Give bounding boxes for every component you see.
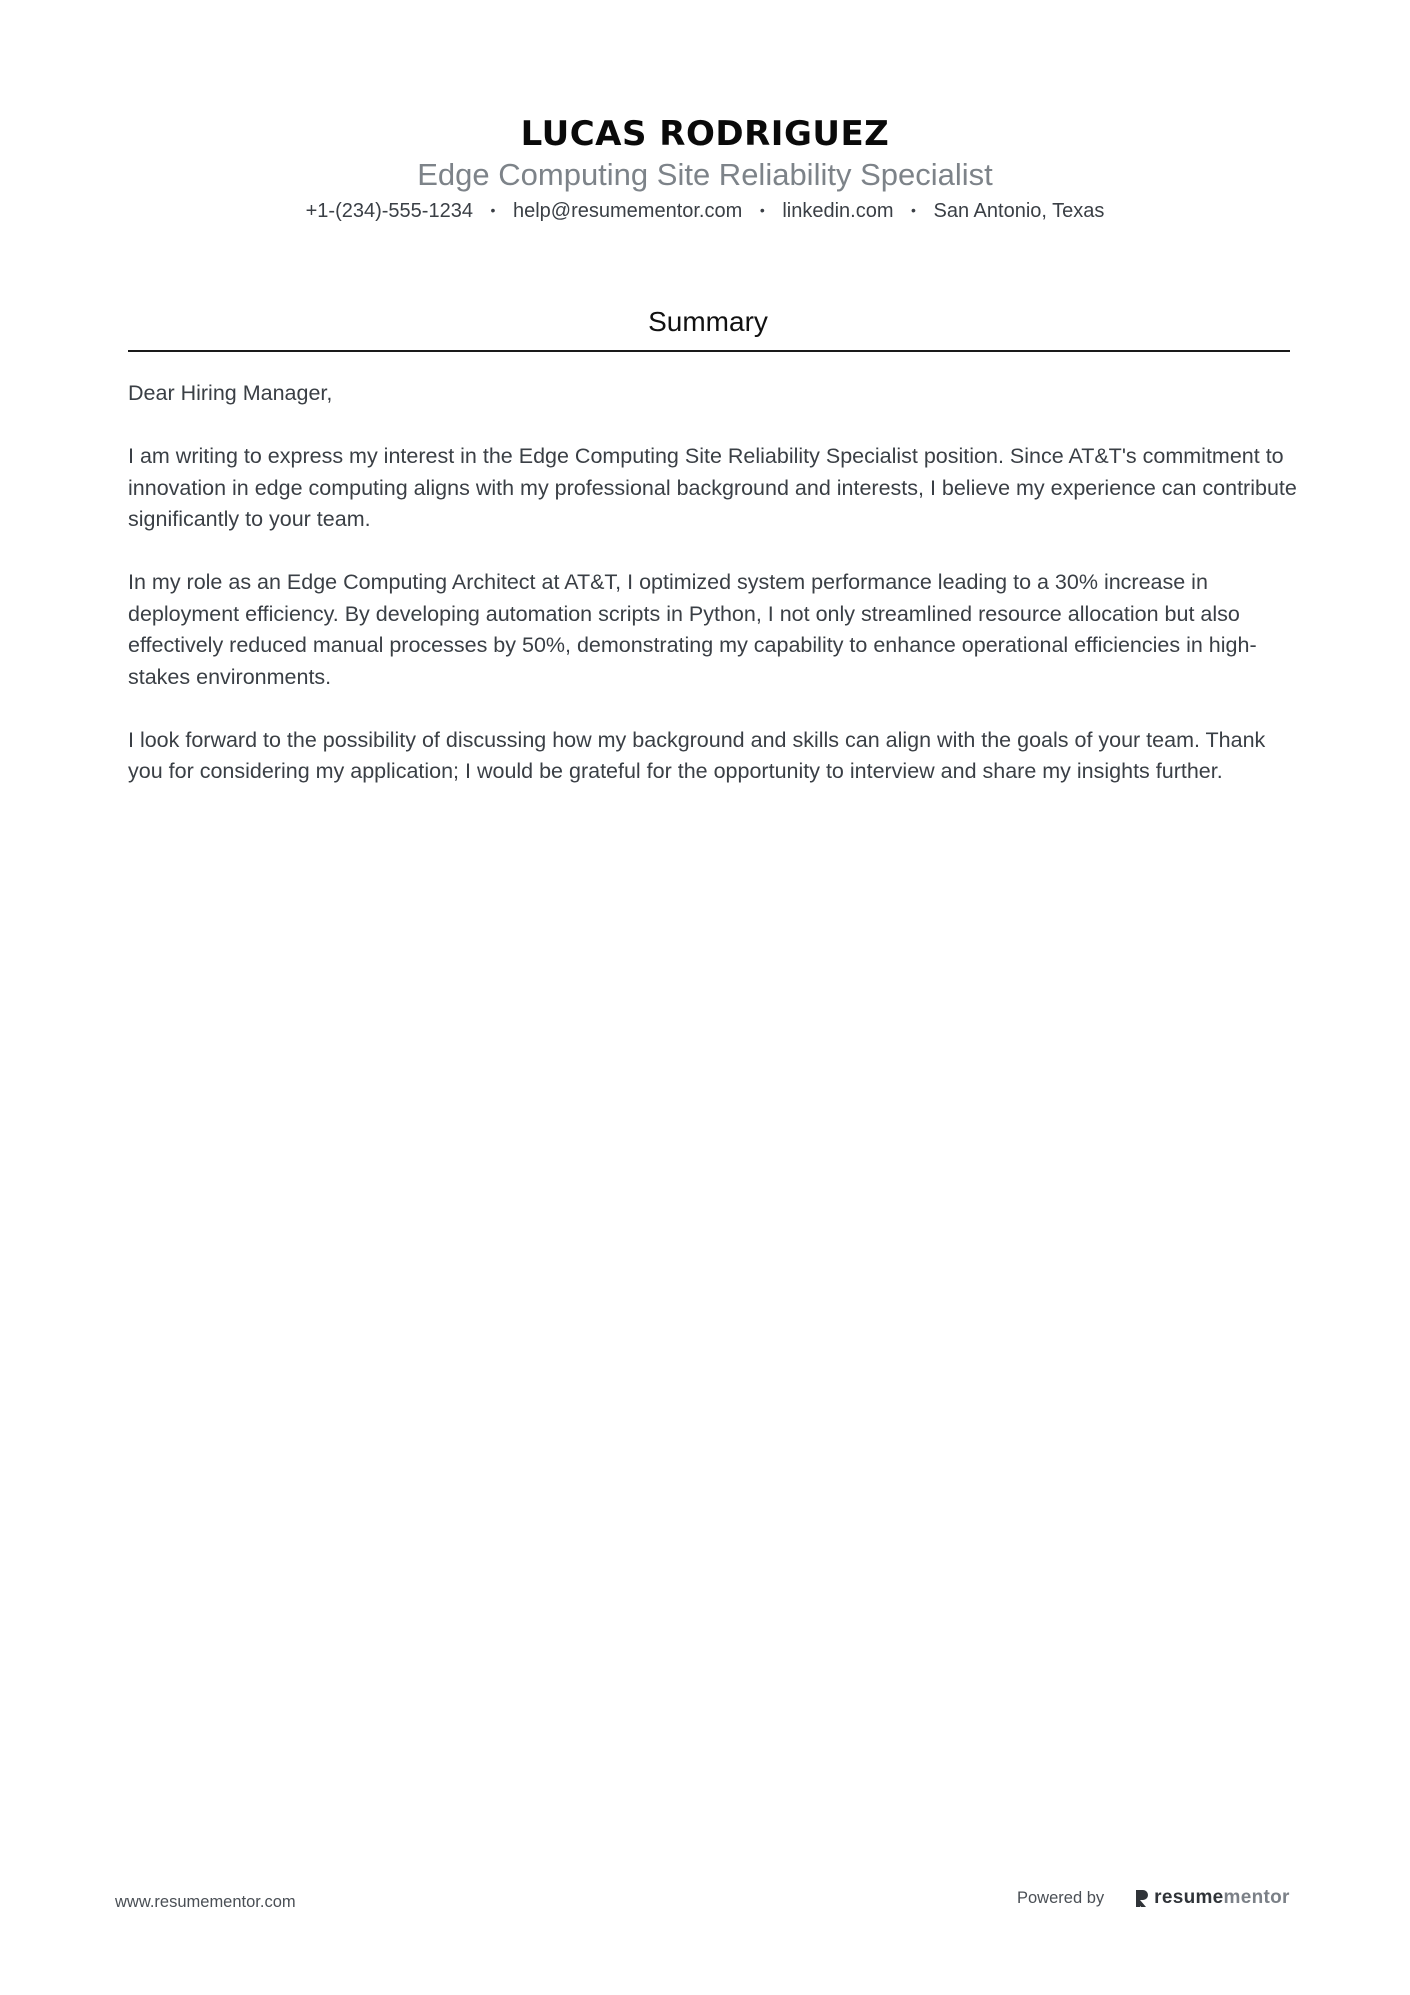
salutation: Dear Hiring Manager, [128, 381, 333, 405]
bullet-separator: • [490, 202, 496, 218]
contact-linkedin[interactable]: linkedin.com [782, 200, 894, 222]
resumementor-logo-icon [1134, 1888, 1150, 1908]
bullet-separator: • [911, 202, 916, 218]
bullet-separator: • [759, 202, 765, 218]
contact-line [0, 196, 1410, 225]
logo-wordmark [1154, 1887, 1290, 1909]
footer-branding [1017, 1887, 1290, 1909]
footer-website[interactable]: www.resumementor.com [115, 1893, 296, 1911]
logo-wordmark-part2: mentor [1223, 1887, 1290, 1908]
letter-paragraph: I look forward to the possibility of discussing how my background and skills can align with the goals of your team. Thank you for considering my application; I would be grateful for the opportunity to interview and share my insights further. [128, 727, 1266, 783]
section-heading: Summary [648, 306, 768, 337]
contact-phone: +1-(234)-555-1234 [305, 200, 473, 222]
job-title: Edge Computing Site Reliability Specialist [417, 157, 993, 192]
resumementor-logo[interactable] [1134, 1887, 1290, 1909]
powered-by-label: Powered by [1017, 1888, 1105, 1907]
letter-body [128, 378, 1300, 819]
candidate-name: LUCAS RODRIGUEZ [520, 114, 890, 154]
header [0, 112, 1410, 225]
letter-paragraph: I am writing to express my interest in the Edge Computing Site Reliability Specialist position. Since AT&T's commitment to innovation in edge computing aligns with my professional background and interests, I believe my experience can contribute significantly to your team. [128, 444, 1297, 531]
section-divider [128, 350, 1290, 352]
contact-location: San Antonio, Texas [933, 200, 1105, 222]
contact-email[interactable]: help@resumementor.com [512, 200, 743, 222]
letter-paragraph: In my role as an Edge Computing Architect at AT&T, I optimized system performance leading to a 30% increase in deployment efficiency. By developing automation scripts in Python, I not only streamlined resource allocation but also effectively reduced manual processes by 50%, demonstrating my capability to enhance operational efficiencies in high-stakes environments. [128, 570, 1257, 689]
logo-wordmark-part1: resume [1154, 1887, 1224, 1908]
